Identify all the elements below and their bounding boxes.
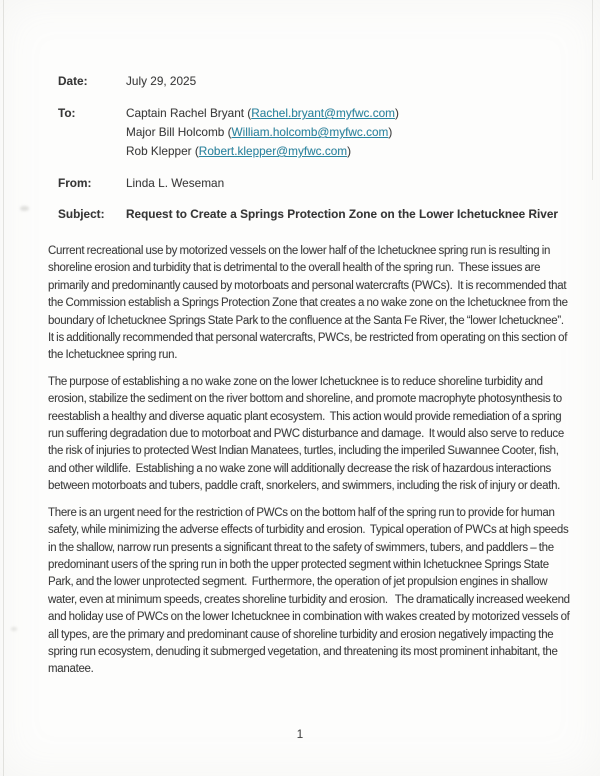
date-value: July 29, 2025	[126, 74, 197, 88]
recipient-line	[126, 123, 572, 142]
recipient-name: Major Bill Holcomb (	[126, 125, 232, 139]
recipient-close-paren: )	[347, 144, 352, 158]
scan-artifact-smudge	[20, 206, 29, 211]
recipient-line	[126, 104, 572, 123]
recipient-close-paren: )	[395, 106, 399, 120]
to-row	[58, 104, 572, 161]
email-link[interactable]: William.holcomb@myfwc.com	[231, 125, 389, 139]
to-label: To:	[58, 106, 76, 120]
recipient-line	[126, 142, 572, 161]
scan-artifact-left-line	[3, 0, 4, 776]
scan-artifact-right-line	[592, 0, 593, 180]
subject-row	[58, 205, 572, 224]
scan-artifact-smudge	[11, 627, 17, 631]
page-number: 1	[296, 729, 304, 741]
email-link[interactable]: Rachel.bryant@myfwc.com	[251, 106, 395, 120]
body-paragraph-2: The purpose of establishing a no wake zone on the lower Ichetucknee is to reduce shoreline turbidity and erosion, stabilize the sediment on the river bottom and shoreline, and promote macrophyte photosynthesis to reestablish a healthy and diverse aquatic plant ecosystem. This action would provide remediation of a spring run suffering degradation due to motorboat and PWC disturbance and damage. It would also serve to reduce the risk of injuries to protected West Indian Manatees, turtles, including the imperiled Suwannee Cooter, fish, and other wildlife. Establishing a no wake zone will additionally decrease the risk of hazardous interactions between motorboats and tubers, paddle craft, snorkelers, and swimmers, including the risk of injury or death.	[48, 375, 567, 493]
body-paragraph-3: There is an urgent need for the restriction of PWCs on the bottom half of the spring run to provide for human safety, while minimizing the adverse effects of turbidity and erosion. Typical operation of PWCs at high speeds in the shallow, narrow run presents a significant threat to the safety of swimmers, tubers, and paddlers – the predominant users of the spring run in both the upper protected segment within Ichetucknee Springs State Park, and the lower unprotected segment. Furthermore, the operation of jet propulsion engines in shallow water, even at minimum speeds, creates shoreline turbidity and erosion. The dramatically increased weekend and holiday use of PWCs on the lower Ichetucknee in combination with wakes created by motorized vessels of all types, are the primary and predominant cause of shoreline turbidity and erosion negatively impacting the spring run ecosystem, denuding it submerged vegetation, and threatening its most prominent inhabitant, the manatee.	[48, 506, 573, 676]
from-row	[58, 174, 572, 193]
recipient-name: Rob Klepper (	[126, 144, 199, 158]
date-label: Date:	[58, 74, 88, 88]
recipient-close-paren: )	[388, 125, 393, 139]
date-row	[58, 72, 572, 91]
subject-value: Request to Create a Springs Protection Zone on the Lower Ichetucknee River	[126, 207, 558, 221]
from-label: From:	[58, 176, 92, 190]
recipients-list	[126, 104, 572, 161]
from-value: Linda L. Weseman	[126, 176, 225, 190]
memo-body	[48, 243, 573, 688]
body-paragraph-1: Current recreational use by motorized vessels on the lower half of the Ichetucknee spring run is resulting in shoreline erosion and turbidity that is detrimental to the overall health of the spring run. These issues are primarily and predominantly caused by motorboats and personal watercrafts (PWCs). It is recommended that the Commission establish a Springs Protection Zone that creates a no wake zone on the Ichetucknee from the boundary of Ichetucknee Springs State Park to the confluence at the Santa Fe River, the “lower Ichetucknee”. It is additionally recommended that personal watercrafts, PWCs, be restricted from operating on this section of the Ichetucknee spring run.	[48, 245, 571, 362]
subject-label: Subject:	[58, 207, 105, 221]
email-link[interactable]: Robert.klepper@myfwc.com	[198, 144, 348, 158]
recipient-name: Captain Rachel Bryant (	[126, 106, 252, 120]
